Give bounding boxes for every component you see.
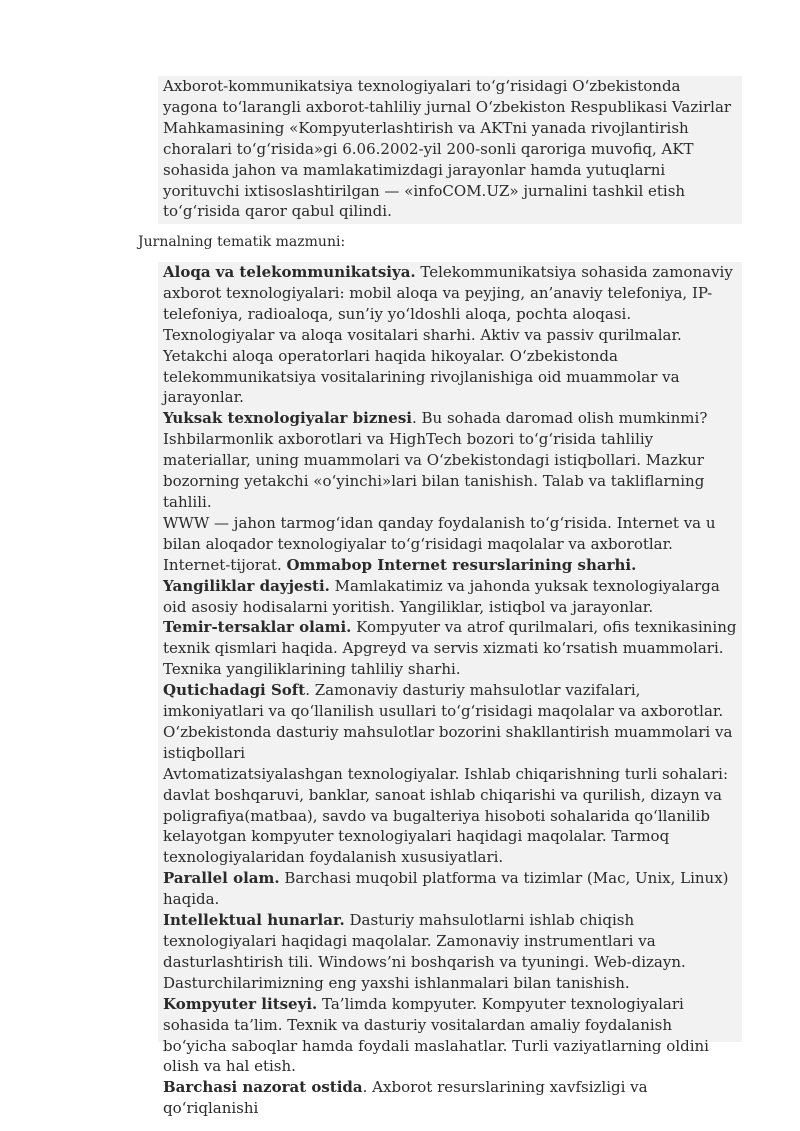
topic-text: . Axborot resurslarining xavfsizligi va qo‘riqlanishi bbox=[163, 1078, 648, 1118]
topic-text: Kompyuter va atrof qurilmalari, ofis texnikasining texnik qismlari haqida. Apgreyd va servis xizmati ko‘rsatish muammolari. Texnika yangiliklarining tahliliy sharhi. bbox=[163, 618, 737, 679]
topic-text: Ta’limda kompyuter. Kompyuter texnologiyalari sohasida ta’lim. Texnik va dasturiy vositalardan amaliy foydalanish bo‘yicha saboqlar hamda foydali maslahatlar. Turli vaziyatlarning oldini olish va hal etish. bbox=[163, 994, 709, 1076]
intro-paragraph: Axborot-kommunikatsiya texnologiyalari to‘g‘risidagi O‘zbekistonda yagona to‘larangli axborot-tahliliy jurnal O‘zbekiston Respublikasi Vazirlar Mahkamasining «Kompyuterlashtirish va AKTni yanada rivojlantirish choralari to‘g‘risida»gi 6.06.2002-yil 200-sonli qaroriga muvofiq, AKT sohasida jahon va mamlakatimizdagi jarayonlar hamda yutuqlarni yorituvchi ixtisoslashtirilgan — «infoCOM.UZ» jurnalini tashkil etish to‘g‘risida qaror qabul qilindi. bbox=[163, 77, 732, 221]
topic-title: Parallel olam. bbox=[163, 869, 280, 888]
topic-text: Mamlakatimiz va jahonda yuksak texnologiyalarga oid asosiy hodisalarni yoritish. Yangiliklar, istiqbol va jarayonlar. bbox=[163, 576, 720, 616]
topics-block bbox=[158, 262, 742, 1118]
topic-title: Ommabop Internet resurslarining sharhi. bbox=[286, 555, 637, 574]
topic-text: WWW — jahon tarmog‘idan qanday foydalanish to‘g‘risida. Internet va u bilan aloqador texnologiyalar to‘g‘risidagi maqolalar va axborotlar. Internet-tijorat. bbox=[163, 513, 716, 574]
topic-paragraph bbox=[163, 1077, 738, 1119]
topic-text: . Zamonaviy dasturiy mahsulotlar vazifalari, imkoniyatlari va qo‘llanilish usullari to‘g‘risidagi maqolalar va axborotlar. bbox=[163, 681, 724, 721]
topic-title: Temir-tersaklar olami. bbox=[163, 618, 352, 637]
section-heading: Jurnalning tematik mazmuni: bbox=[138, 234, 346, 250]
topic-title: Yuksak texnologiyalar biznesi bbox=[163, 409, 412, 428]
topic-text: . Bu sohada daromad olish mumkinmi? Ishbilarmonlik axborotlari va HighTech bozori to‘g‘risida tahliliy materiallar, uning muammolari va O‘zbekistondagi istiqbollari. Mazkur bozorning yetakchi «o‘yinchi»lari bilan tanishish. Talab va takliflarning tahlili. bbox=[163, 409, 708, 511]
topic-text: O‘zbekistonda dasturiy mahsulotlar bozorini shakllantirish muammolari va istiqbollari bbox=[163, 722, 733, 762]
topic-paragraph bbox=[163, 408, 738, 513]
topic-text: Dasturiy mahsulotlarni ishlab chiqish texnologiyalari haqidagi maqolalar. Zamonaviy instrumentlari va dasturlashtirish tili. Windows’ni boshqarish va tyuningi. Web-dizayn. Dasturchilarimizning eng yaxshi ishlanmalari bilan tanishish. bbox=[163, 911, 686, 992]
topic-paragraph bbox=[163, 764, 738, 869]
intro-block bbox=[158, 76, 742, 224]
topic-text: Telekommunikatsiya sohasida zamonaviy axborot texnologiyalari: mobil aloqa va peyjing, an’anaviy telefoniya, IP-telefoniya, radioaloqa, sun’iy yo‘ldoshli aloqa, pochta aloqasi. Texnologiyalar va aloqa vositalari sharhi. Aktiv va passiv qurilmalar. Yetakchi aloqa operatorlari haqida hikoyalar. O‘zbekistonda telekommunikatsiya vositalarining rivojlanishiga oid muammolar va jarayonlar. bbox=[163, 263, 733, 407]
topic-paragraph bbox=[163, 617, 738, 680]
topic-paragraph bbox=[163, 994, 738, 1078]
topic-paragraph bbox=[163, 722, 738, 764]
topic-paragraph bbox=[163, 513, 738, 576]
topic-title: Intellektual hunarlar. bbox=[163, 911, 345, 930]
topic-paragraph bbox=[163, 576, 738, 618]
topic-paragraph bbox=[163, 868, 738, 910]
topic-text: Barchasi muqobil platforma va tizimlar (Mac, Unix, Linux) haqida. bbox=[163, 869, 729, 909]
topic-title: Qutichadagi Soft bbox=[163, 681, 306, 700]
topic-title: Kompyuter litseyi. bbox=[163, 994, 318, 1013]
topic-title: Aloqa va telekommunikatsiya. bbox=[163, 263, 416, 281]
topic-paragraph bbox=[163, 262, 738, 408]
topic-paragraph bbox=[163, 680, 738, 722]
topic-title: Barchasi nazorat ostida bbox=[163, 1078, 363, 1097]
topic-paragraph bbox=[163, 910, 738, 994]
topic-text: Avtomatizatsiyalashgan texnologiyalar. Ishlab chiqarishning turli sohalari: davlat boshqaruvi, banklar, sanoat ishlab chiqarishi va qurilish, dizayn va poligrafiya(matbaa), savdo va bugalteriya hisoboti sohalarida qo‘llanilib kelayotgan kompyuter texnologiyalari haqidagi maqolalar. Tarmoq texnologiyalaridan foydalanish xususiyatlari. bbox=[163, 764, 729, 867]
topic-title: Yangiliklar dayjesti. bbox=[163, 576, 330, 595]
